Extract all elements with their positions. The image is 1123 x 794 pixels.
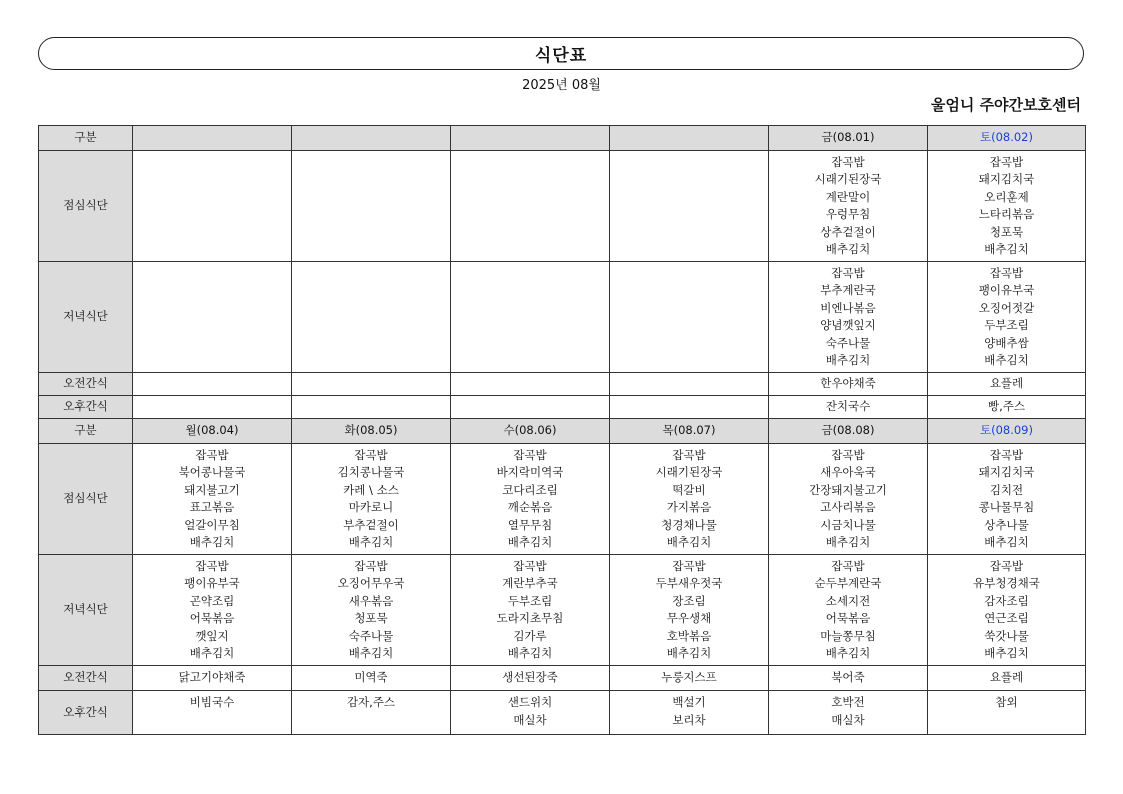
am-snack-label: 오전간식 xyxy=(39,373,133,396)
menu-item: 청경채나물 xyxy=(661,517,717,532)
menu-item: 잡곡밥 xyxy=(672,558,706,573)
day-header: 목(08.07) xyxy=(610,419,769,444)
menu-item: 배추김치 xyxy=(984,242,1029,256)
menu-item: 보리차 xyxy=(672,712,706,727)
dinner-cell xyxy=(928,555,1086,666)
menu-item: 시래기된장국 xyxy=(655,465,723,479)
lunch-cell xyxy=(928,151,1086,262)
menu-item: 돼지불고기 xyxy=(184,482,240,497)
lunch-cell xyxy=(292,151,451,262)
menu-item: 배추김치 xyxy=(189,646,235,660)
menu-item: 잡곡밥 xyxy=(354,447,388,462)
dinner-cell xyxy=(928,262,1086,373)
menu-item: 장조림 xyxy=(672,593,706,608)
pm-snack-cell xyxy=(133,691,292,735)
menu-item: 두부조림 xyxy=(507,593,553,608)
menu-item: 배추김치 xyxy=(984,535,1029,549)
am-snack-cell: 북어죽 xyxy=(769,666,928,691)
menu-item: 북어콩나물국 xyxy=(178,465,246,479)
menu-item: 팽이유부국 xyxy=(184,576,240,590)
lunch-cell xyxy=(610,151,769,262)
lunch-label: 점심식단 xyxy=(39,151,133,262)
menu-item: 배추김치 xyxy=(507,646,553,660)
dinner-cell xyxy=(133,262,292,373)
pm-snack-label: 오후간식 xyxy=(39,396,133,419)
menu-item: 청포묵 xyxy=(354,611,388,625)
menu-item: 배추김치 xyxy=(666,535,712,549)
menu-item: 새우볶음 xyxy=(348,593,394,608)
lunch-cell xyxy=(610,444,769,555)
menu-item: 곤약조림 xyxy=(189,593,235,608)
day-header: 화(08.05) xyxy=(292,419,451,444)
menu-item: 매실차 xyxy=(831,712,865,727)
dinner-cell xyxy=(769,555,928,666)
menu-item: 어묵볶음 xyxy=(189,611,235,625)
day-header: 금(08.08) xyxy=(769,419,928,444)
menu-item: 잡곡밥 xyxy=(989,447,1024,462)
category-label: 구분 xyxy=(39,126,133,151)
menu-item: 참외 xyxy=(995,695,1018,709)
menu-item: 새우아욱국 xyxy=(820,465,876,479)
day-header: 토(08.09) xyxy=(928,419,1086,444)
menu-item: 배추김치 xyxy=(825,242,871,256)
category-label: 구분 xyxy=(39,419,133,444)
menu-item: 카레 \ 소스 xyxy=(343,482,399,497)
menu-item: 두부조림 xyxy=(984,318,1029,332)
menu-item: 배추김치 xyxy=(825,353,871,367)
am-snack-cell: 미역죽 xyxy=(292,666,451,691)
pm-snack-cell: 잔치국수 xyxy=(769,396,928,419)
menu-item: 잡곡밥 xyxy=(831,447,865,462)
menu-item: 돼지김치국 xyxy=(978,172,1035,186)
menu-item: 샌드위치 xyxy=(507,695,553,709)
menu-item: 간장돼지불고기 xyxy=(809,482,887,497)
menu-item: 비엔나볶음 xyxy=(820,300,876,315)
pm-snack-cell xyxy=(292,396,451,419)
menu-item: 상추나물 xyxy=(984,517,1029,532)
menu-item: 코다리조림 xyxy=(502,482,558,497)
pm-snack-cell xyxy=(451,691,610,735)
lunch-label: 점심식단 xyxy=(39,444,133,555)
menu-item: 계란말이 xyxy=(825,189,871,204)
menu-item: 우렁무침 xyxy=(825,207,871,221)
dinner-label: 저녁식단 xyxy=(39,555,133,666)
menu-item: 가지볶음 xyxy=(666,500,712,514)
am-snack-cell xyxy=(610,373,769,396)
am-snack-cell: 닭고기야채죽 xyxy=(133,666,292,691)
menu-item: 고사리볶음 xyxy=(820,500,876,514)
center-name: 울엄니 주야간보호센터 xyxy=(930,96,1081,114)
menu-item: 김치전 xyxy=(989,482,1024,497)
dinner-label: 저녁식단 xyxy=(39,262,133,373)
am-snack-cell: 요플레 xyxy=(928,666,1086,691)
menu-item: 잡곡밥 xyxy=(831,558,865,573)
menu-item: 깻잎지 xyxy=(195,628,229,643)
menu-item: 매실차 xyxy=(513,712,547,727)
menu-item: 돼지김치국 xyxy=(978,465,1035,479)
pm-snack-cell xyxy=(769,691,928,735)
menu-item: 배추김치 xyxy=(825,535,871,549)
menu-item: 마카로니 xyxy=(348,500,394,514)
dinner-cell xyxy=(769,262,928,373)
menu-item: 쑥갓나물 xyxy=(984,628,1029,643)
menu-item: 오징어무우국 xyxy=(337,576,405,590)
menu-item: 배추김치 xyxy=(507,535,553,549)
menu-item: 김치콩나물국 xyxy=(337,465,405,479)
meal-plan-table xyxy=(38,125,1086,735)
am-snack-cell: 한우야채죽 xyxy=(769,373,928,396)
pm-snack-cell xyxy=(610,396,769,419)
day-header: 토(08.02) xyxy=(928,126,1086,151)
menu-item: 바지락미역국 xyxy=(496,465,564,479)
menu-item: 무우생채 xyxy=(666,611,712,625)
menu-item: 순두부계란국 xyxy=(814,576,882,590)
menu-item: 배추김치 xyxy=(984,646,1029,660)
menu-item: 시금치나물 xyxy=(820,517,876,532)
menu-item: 마늘쫑무침 xyxy=(820,628,876,643)
menu-item: 잡곡밥 xyxy=(831,265,865,280)
menu-item: 잡곡밥 xyxy=(989,558,1024,573)
menu-item: 배추김치 xyxy=(348,535,394,549)
day-header: 수(08.06) xyxy=(451,419,610,444)
menu-item: 잡곡밥 xyxy=(513,447,547,462)
menu-item: 유부청경채국 xyxy=(973,576,1040,590)
day-header xyxy=(451,126,610,151)
menu-item: 잡곡밥 xyxy=(513,558,547,573)
menu-item: 얼갈이무침 xyxy=(184,517,240,532)
day-header xyxy=(610,126,769,151)
menu-item: 잡곡밥 xyxy=(989,265,1024,280)
menu-item: 배추김치 xyxy=(348,646,394,660)
page-title: 식단표 xyxy=(534,46,588,66)
title-banner xyxy=(38,37,1084,70)
menu-item: 오리훈제 xyxy=(984,189,1029,204)
menu-item: 팽이유부국 xyxy=(978,283,1035,297)
menu-item: 잡곡밥 xyxy=(672,447,706,462)
lunch-cell xyxy=(292,444,451,555)
pm-snack-cell: 빵,주스 xyxy=(928,396,1086,419)
menu-item: 상추겉절이 xyxy=(820,224,876,239)
menu-item: 표고볶음 xyxy=(189,500,235,514)
day-header: 금(08.01) xyxy=(769,126,928,151)
dinner-cell xyxy=(451,555,610,666)
menu-item: 느타리볶음 xyxy=(978,207,1035,221)
menu-item: 부추겉절이 xyxy=(343,517,399,532)
lunch-cell xyxy=(928,444,1086,555)
am-snack-cell xyxy=(451,373,610,396)
menu-item: 잡곡밥 xyxy=(989,154,1024,169)
lunch-cell xyxy=(769,444,928,555)
pm-snack-cell xyxy=(133,396,292,419)
menu-item: 비빔국수 xyxy=(189,695,235,709)
day-header xyxy=(292,126,451,151)
menu-item: 시래기된장국 xyxy=(814,172,882,186)
menu-item: 잡곡밥 xyxy=(195,447,229,462)
day-header: 월(08.04) xyxy=(133,419,292,444)
pm-snack-cell xyxy=(292,691,451,735)
menu-item: 양배추쌈 xyxy=(984,335,1029,350)
day-header xyxy=(133,126,292,151)
menu-item: 호박전 xyxy=(831,695,865,709)
menu-item: 백설기 xyxy=(672,695,706,709)
pm-snack-label: 오후간식 xyxy=(39,691,133,735)
menu-item: 청포묵 xyxy=(989,224,1024,239)
pm-snack-cell xyxy=(928,691,1086,735)
menu-item: 배추김치 xyxy=(984,353,1029,367)
menu-item: 잡곡밥 xyxy=(831,154,865,169)
dinner-cell xyxy=(610,262,769,373)
menu-item: 깨순볶음 xyxy=(507,500,553,514)
menu-item: 감자,주스 xyxy=(346,695,396,709)
menu-item: 배추김치 xyxy=(189,535,235,549)
am-snack-cell: 생선된장죽 xyxy=(451,666,610,691)
menu-item: 숙주나물 xyxy=(348,628,394,643)
am-snack-cell: 요플레 xyxy=(928,373,1086,396)
am-snack-cell xyxy=(292,373,451,396)
dinner-cell xyxy=(610,555,769,666)
menu-item: 소세지전 xyxy=(825,593,871,608)
menu-item: 잡곡밥 xyxy=(195,558,229,573)
menu-item: 배추김치 xyxy=(825,646,871,660)
pm-snack-cell xyxy=(451,396,610,419)
menu-item: 떡갈비 xyxy=(672,482,706,497)
pm-snack-cell xyxy=(610,691,769,735)
lunch-cell xyxy=(133,444,292,555)
menu-item: 연근조림 xyxy=(984,611,1029,625)
menu-item: 콩나물무침 xyxy=(978,500,1035,514)
menu-item: 감자조림 xyxy=(984,593,1029,608)
menu-item: 호박볶음 xyxy=(666,628,712,643)
menu-item: 숙주나물 xyxy=(825,335,871,350)
menu-item: 잡곡밥 xyxy=(354,558,388,573)
menu-item: 오징어젓갈 xyxy=(978,300,1035,315)
lunch-cell xyxy=(451,151,610,262)
month-label: 2025년 08월 xyxy=(522,78,601,93)
lunch-cell xyxy=(769,151,928,262)
menu-item: 배추김치 xyxy=(666,646,712,660)
dinner-cell xyxy=(292,262,451,373)
menu-item: 두부새우젓국 xyxy=(655,576,723,590)
menu-item: 계란부추국 xyxy=(502,576,558,590)
menu-item: 열무무침 xyxy=(507,517,553,532)
lunch-cell xyxy=(133,151,292,262)
am-snack-label: 오전간식 xyxy=(39,666,133,691)
menu-item: 어묵볶음 xyxy=(825,611,871,625)
menu-item: 도라지초무침 xyxy=(496,611,564,625)
menu-item: 양념깻잎지 xyxy=(820,318,876,332)
menu-item: 김가루 xyxy=(513,628,547,643)
am-snack-cell xyxy=(133,373,292,396)
menu-item: 부추계란국 xyxy=(820,283,876,297)
am-snack-cell: 누룽지스프 xyxy=(610,666,769,691)
lunch-cell xyxy=(451,444,610,555)
dinner-cell xyxy=(451,262,610,373)
dinner-cell xyxy=(133,555,292,666)
dinner-cell xyxy=(292,555,451,666)
